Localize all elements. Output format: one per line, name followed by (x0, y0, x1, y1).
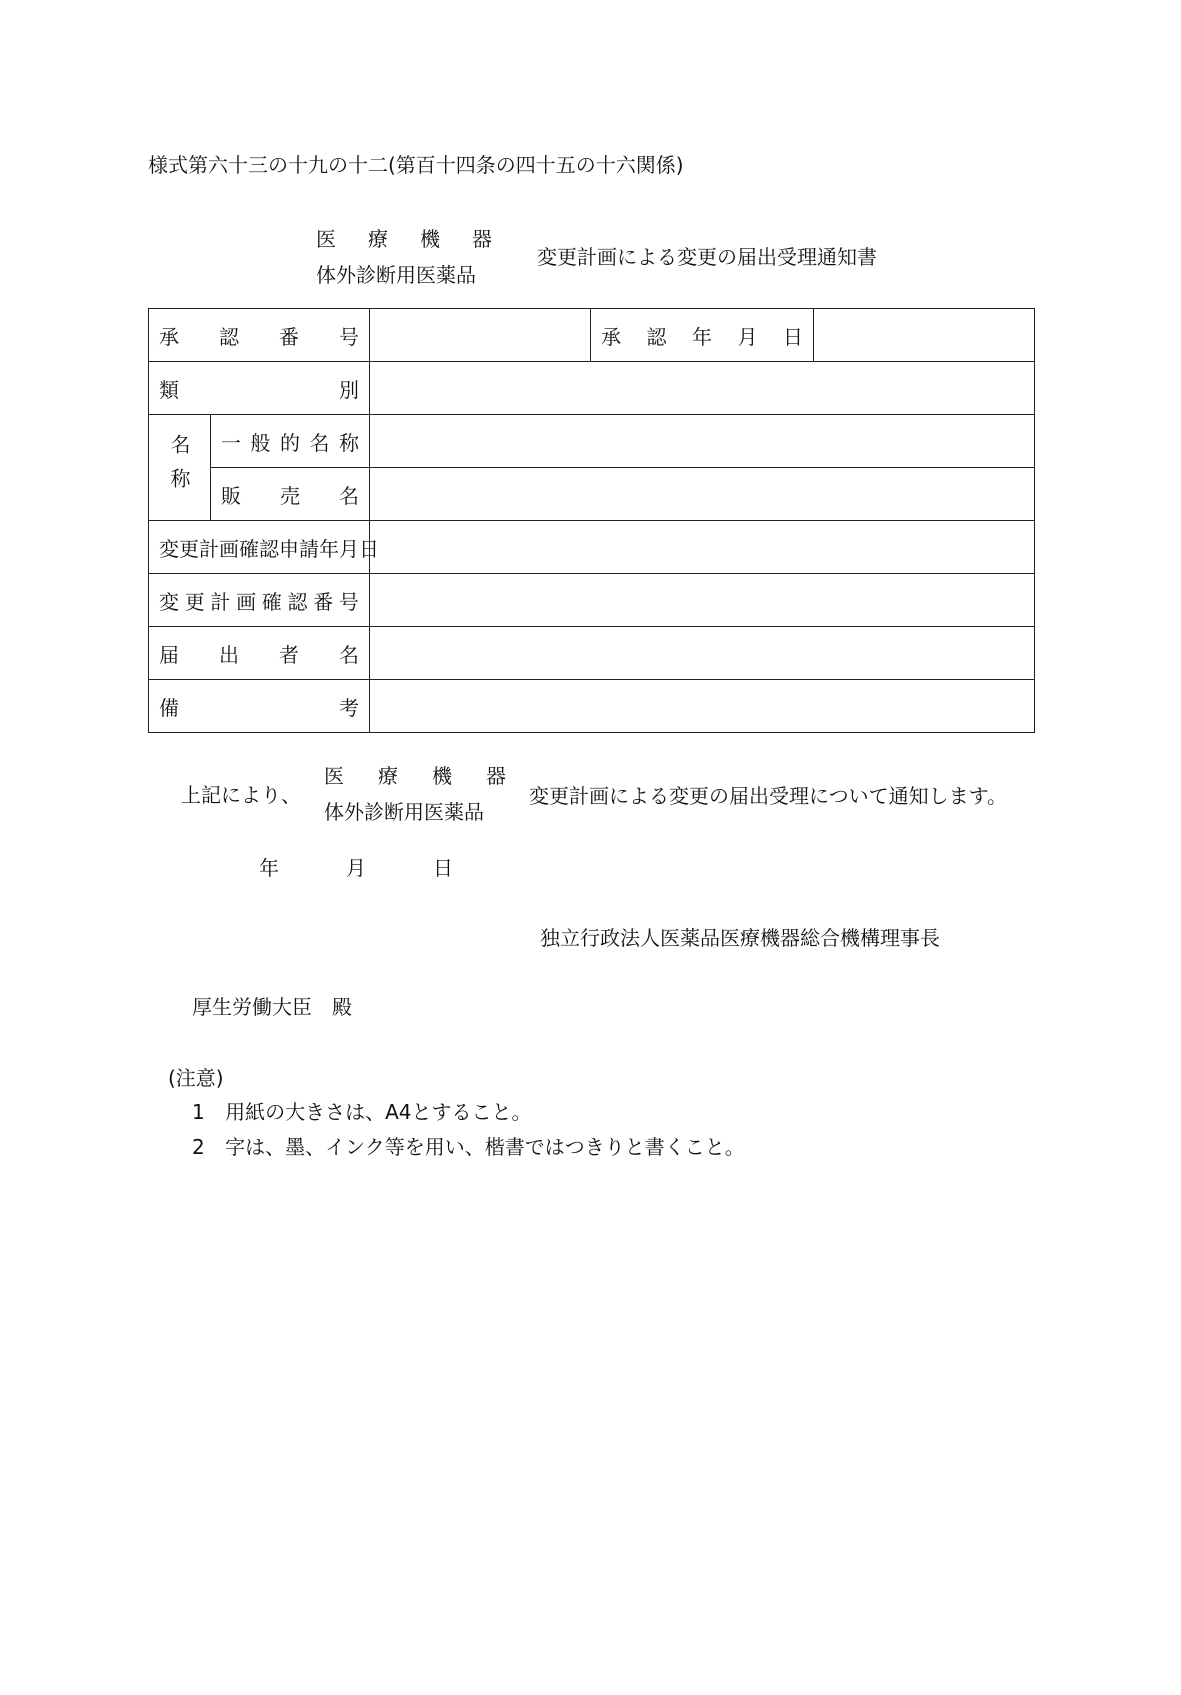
table-row (149, 521, 1035, 574)
notifier-name-field[interactable] (370, 627, 1035, 680)
note-item (192, 1102, 532, 1122)
plan-confirmation-number-label: 変 更 計 画 確 認 番 号 (149, 574, 370, 627)
remarks-label: 備 考 (149, 680, 370, 733)
table-row (149, 309, 1035, 362)
date-year: 年 (259, 856, 279, 880)
generic-name-field[interactable] (370, 415, 1035, 468)
table-row (149, 468, 1035, 521)
table-row (149, 362, 1035, 415)
table-row (149, 574, 1035, 627)
form-table (148, 308, 1035, 733)
category-medical-device: 医 療 機 器 (316, 227, 492, 251)
document-title: 変更計画による変更の届出受理通知書 (537, 245, 877, 269)
class-field[interactable] (370, 362, 1035, 415)
category-ivd: 体外診断用医薬品 (316, 263, 476, 287)
date-month: 月 (346, 856, 366, 880)
plan-confirmation-number-field[interactable] (370, 574, 1035, 627)
name-label: 名称 (149, 415, 211, 521)
approval-number-label: 承 認 番 号 (149, 309, 370, 362)
addressee: 厚生労働大臣 殿 (192, 995, 352, 1019)
plan-application-date-label: 変 更 計 画 確 認 申 請 年 月 日 (149, 521, 370, 574)
table-row (149, 627, 1035, 680)
notice-prefix: 上記により、 (181, 783, 301, 807)
table-row (149, 415, 1035, 468)
date-day: 日 (433, 856, 453, 880)
approval-number-field[interactable] (370, 309, 591, 362)
issuer: 独立行政法人医薬品医療機器総合機構理事長 (540, 926, 940, 950)
notice-category-medical-device: 医 療 機 器 (324, 764, 506, 788)
notice-category-ivd: 体外診断用医薬品 (324, 800, 484, 824)
note-item (192, 1137, 745, 1157)
notifier-name-label: 届 出 者 名 (149, 627, 370, 680)
note-text: 用紙の大きさは、A4とすること。 (225, 1100, 532, 1124)
approval-date-label: 承 認 年 月 日 (591, 309, 814, 362)
form-number: 様式第六十三の十九の十二(第百十四条の四十五の十六関係) (148, 153, 684, 177)
brand-name-field[interactable] (370, 468, 1035, 521)
note-number: 2 (192, 1135, 205, 1159)
generic-name-label: 一 般 的 名 称 (211, 415, 370, 468)
plan-application-date-field[interactable] (370, 521, 1035, 574)
notice-text: 変更計画による変更の届出受理について通知します。 (529, 784, 1007, 808)
note-number: 1 (192, 1100, 205, 1124)
remarks-field[interactable] (370, 680, 1035, 733)
notes-heading: (注意) (168, 1066, 224, 1090)
table-row (149, 680, 1035, 733)
note-text: 字は、墨、インク等を用い、楷書ではつきりと書くこと。 (225, 1135, 745, 1159)
class-label: 類 別 (149, 362, 370, 415)
brand-name-label: 販 売 名 (211, 468, 370, 521)
approval-date-field[interactable] (814, 309, 1035, 362)
